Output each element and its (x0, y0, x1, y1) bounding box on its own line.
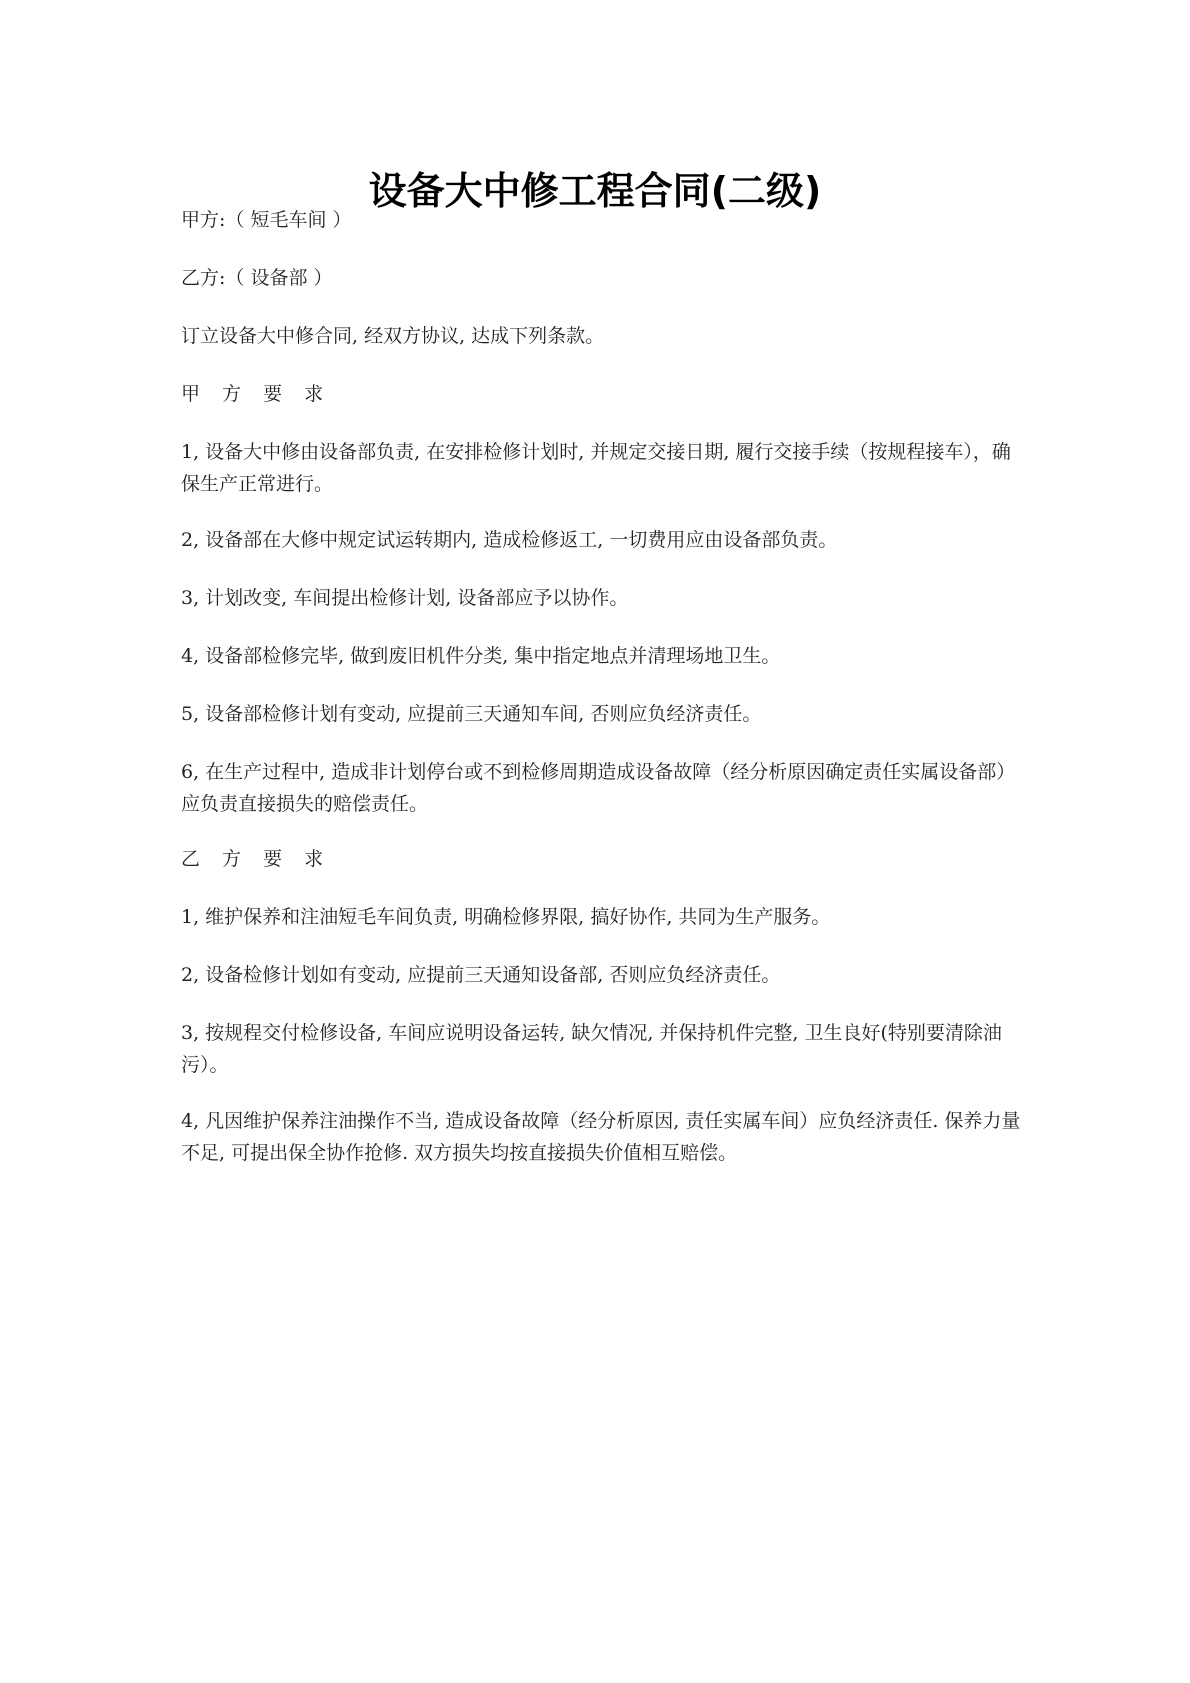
section-a-item-5: 5, 设备部检修计划有变动, 应提前三天通知车间, 否则应负经济责任。 (181, 703, 762, 725)
section-b-heading: 乙 方 要 求 (181, 848, 332, 870)
party-a: 甲方:（ 短毛车间 ） (181, 209, 352, 231)
section-b-item-1: 1, 维护保养和注油短毛车间负责, 明确检修界限, 搞好协作, 共同为生产服务。 (181, 906, 831, 928)
intro-paragraph: 订立设备大中修合同, 经双方协议, 达成下列条款。 (181, 325, 605, 347)
section-b-item-2: 2, 设备检修计划如有变动, 应提前三天通知设备部, 否则应负经济责任。 (181, 964, 781, 986)
section-b-item-3: 3, 按规程交付检修设备, 车间应说明设备运转, 缺欠情况, 并保持机件完整, 卫生良好(特别要清除油污）。 (181, 1022, 1002, 1076)
party-b: 乙方:（ 设备部 ） (181, 267, 333, 289)
section-a-item-1: 1, 设备大中修由设备部负责, 在安排检修计划时, 并规定交接日期, 履行交接手续（按规程接车），确保生产正常进行。 (181, 441, 1011, 495)
section-a-item-4: 4, 设备部检修完毕, 做到废旧机件分类, 集中指定地点并清理场地卫生。 (181, 645, 781, 667)
section-b-item-4: 4, 凡因维护保养注油操作不当, 造成设备故障（经分析原因, 责任实属车间）应负经济责任. 保养力量不足, 可提出保全协作抢修. 双方损失均按直接损失价值相互赔偿。 (181, 1110, 1021, 1164)
section-a-item-6: 6, 在生产过程中, 造成非计划停台或不到检修周期造成设备故障（经分析原因确定责任实属设备部）应负责直接损失的赔偿责任。 (181, 761, 1016, 815)
document-title: 设备大中修工程合同(二级) (368, 169, 822, 213)
section-a-heading: 甲 方 要 求 (181, 383, 332, 405)
section-a-item-2: 2, 设备部在大修中规定试运转期内, 造成检修返工, 一切费用应由设备部负责。 (181, 529, 838, 551)
section-a-item-3: 3, 计划改变, 车间提出检修计划, 设备部应予以协作。 (181, 587, 629, 609)
